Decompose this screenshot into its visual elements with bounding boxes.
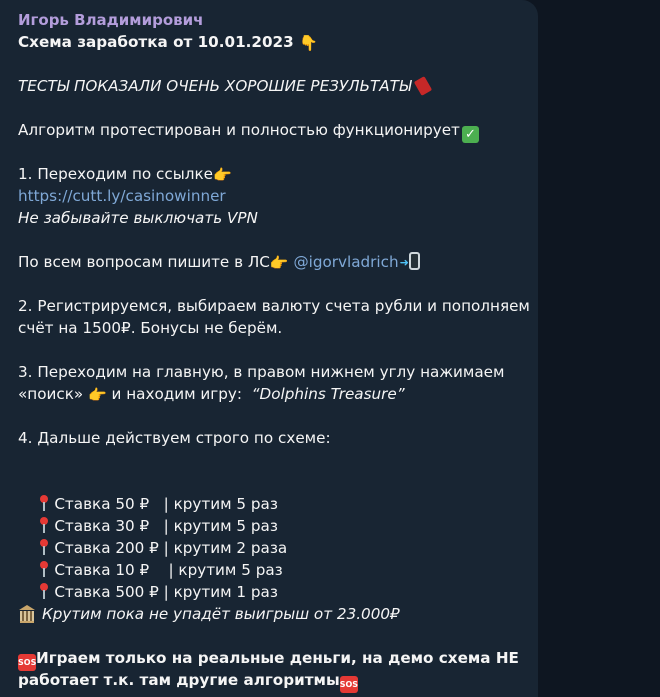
- warning-text-2: работает т.к. там другие алгоритмы: [18, 671, 340, 689]
- sos-icon: SOS: [340, 676, 358, 693]
- arrow-icon: ➜: [399, 256, 409, 269]
- title-text: Схема заработка от 10.01.2023: [18, 33, 294, 51]
- hand-pointing-right-icon: 👉: [88, 386, 107, 404]
- round-pushpin-icon: [37, 560, 51, 578]
- spacer: [18, 339, 528, 361]
- user-mention-link[interactable]: @igorvladrich: [293, 253, 399, 271]
- spacer: [18, 53, 528, 75]
- hand-pointing-right-icon: 👉: [269, 254, 289, 272]
- step-4: 4. Дальше действуем строго по схеме:: [18, 429, 331, 447]
- step-2-line-1: 2. Регистрируемся, выбираем валюту счета рубли и пополняем: [18, 297, 530, 315]
- headline: [18, 75, 528, 97]
- firecracker-icon: [414, 76, 432, 96]
- round-pushpin-icon: [37, 494, 51, 512]
- round-pushpin-icon: [37, 538, 51, 556]
- spacer: [18, 405, 528, 427]
- message-title: [18, 31, 528, 53]
- bet-text: Ставка 50 ₽ | крутим 5 раз: [54, 495, 278, 513]
- bet-text: Ставка 200 ₽ | крутим 2 раза: [54, 539, 288, 557]
- bet-text: Ставка 30 ₽ | крутим 5 раз: [54, 517, 278, 535]
- step-1-text: 1. Переходим по ссылке: [18, 165, 213, 183]
- message-author[interactable]: Игорь Владимирович: [18, 11, 204, 29]
- spacer: [18, 273, 528, 295]
- vpn-note: Не забывайте выключать VPN: [18, 209, 258, 227]
- spacer: [18, 625, 528, 647]
- round-pushpin-icon: [37, 516, 51, 534]
- bank-icon: [18, 605, 36, 622]
- questions-line: [18, 251, 528, 273]
- mobile-phone-arrow-icon: [409, 252, 420, 270]
- spacer: [18, 97, 528, 119]
- algo-line: [18, 119, 528, 141]
- bet-text: Ставка 10 ₽ | крутим 5 раз: [54, 561, 283, 579]
- spacer: [18, 449, 528, 471]
- hand-pointing-down-icon: 👇: [298, 34, 318, 52]
- spacer: [18, 229, 528, 251]
- step-2-line-2: счёт на 1500₽. Бонусы не берём.: [18, 319, 283, 337]
- spacer: [18, 141, 528, 163]
- bet-row: [18, 471, 528, 513]
- step-3-line-1: 3. Переходим на главную, в правом нижнем углу нажимаем: [18, 363, 505, 381]
- warning-line-2: [18, 669, 528, 691]
- bet-text: Ставка 500 ₽ | крутим 1 раз: [54, 583, 278, 601]
- game-name: “Dolphins Treasure”: [251, 385, 405, 403]
- warning-line-1: [18, 647, 528, 669]
- casino-link-line: [18, 185, 528, 207]
- hand-pointing-right-icon: 👉: [212, 166, 232, 184]
- check-mark-icon: ✓: [462, 126, 479, 143]
- questions-text: По всем вопросам пишите в ЛС: [18, 253, 270, 271]
- algo-text: Алгоритм протестирован и полностью функционирует: [18, 121, 460, 139]
- step-3-line-2: [18, 383, 528, 405]
- find-game-text: и находим игру:: [111, 385, 243, 403]
- sos-icon: SOS: [18, 654, 36, 671]
- casino-link[interactable]: https://cutt.ly/casinowinner: [18, 187, 226, 205]
- search-label: «поиск»: [18, 385, 84, 403]
- warning-text-1: Играем только на реальные деньги, на демо схема НЕ: [36, 649, 519, 667]
- step-1: [18, 163, 528, 185]
- headline-text: ТЕСТЫ ПОКАЗАЛИ ОЧЕНЬ ХОРОШИЕ РЕЗУЛЬТАТЫ: [18, 77, 412, 95]
- spin-until-line: [18, 603, 528, 625]
- spin-until-text: Крутим пока не упадёт выигрыш от 23.000₽: [42, 605, 400, 623]
- round-pushpin-icon: [37, 582, 51, 600]
